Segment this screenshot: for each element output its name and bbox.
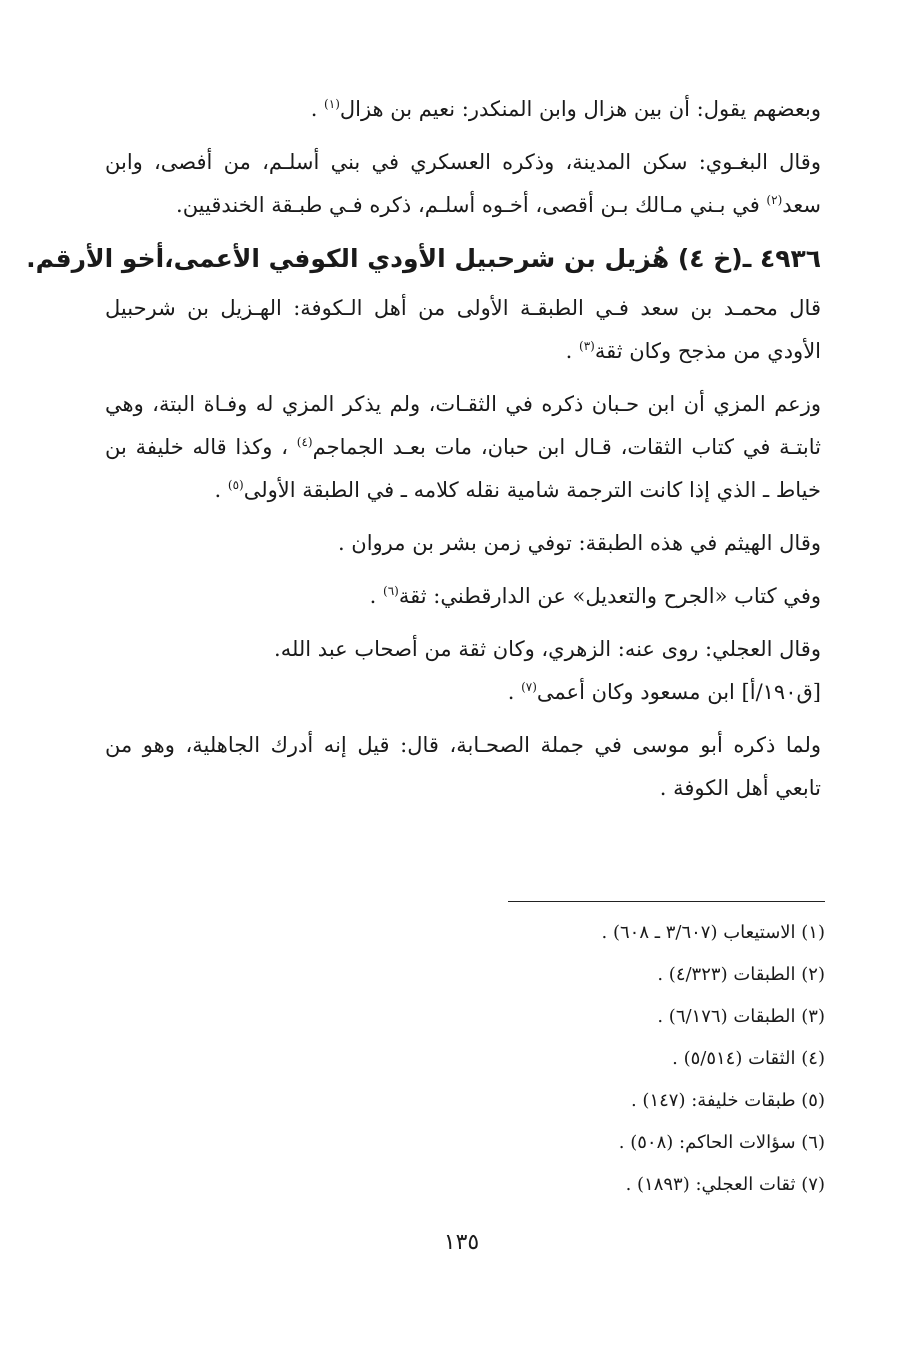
footnote-divider: [508, 901, 825, 902]
paragraph: وقال العجلي: روى عنه: الزهري، وكان ثقة من أصحاب عبد الله.: [274, 637, 821, 661]
paragraph: وزعم المزي أن ابن حـبان ذكره في الثقـات، ولم يذكر المزي له وفـاة البتة، وهي ثابتـة في كتاب الثقات، قـال ابن حبان، مات بعـد الجماجم$^{(٤)}$ ، وكذا قاله خليفة بن خياط ـ الذي إذا كانت الترجمة شامية نقله كلامه ـ في الطبقة الأولى$^{(٥)}$ .: [105, 392, 821, 502]
footnote-marker[interactable]: (٢): [766, 193, 783, 207]
footnote-6: (٦) سؤالات الحاكم: (٥٠٨) .: [618, 1132, 825, 1153]
footnote-marker[interactable]: (٧): [521, 680, 537, 694]
paragraph: وقال الهيثم في هذه الطبقة: توفي زمن بشر بن مروان .: [337, 531, 821, 555]
page-number: ١٣٥: [443, 1230, 480, 1255]
paragraph: وفي كتاب «الجرح والتعديل» عن الدارقطني: ثقة$^{(٦)}$ .: [369, 584, 821, 608]
paragraph: قال محمـد بن سعد فـي الطبقـة الأولى من أهل الـكوفة: الهـزيل بن شرحبيل الأودي من مذجح وكان ثقة$^{(٣)}$ .: [105, 296, 821, 363]
footnote-4: (٤) الثقات (٥/٥١٤) .: [672, 1048, 825, 1069]
paragraph: ولما ذكره أبو موسى في جملة الصحـابة، قال: قيل إنه أدرك الجاهلية، وهو من تابعي أهل الكوفة .: [105, 733, 821, 800]
paragraph: وبعضهم يقول: أن بين هزال وابن المنكدر: نعيم بن هزال$^{(١)}$ .: [310, 97, 821, 121]
footnote-5: (٥) طبقات خليفة: (١٤٧) .: [630, 1090, 825, 1111]
footnote-1: (١) الاستيعاب (٣/٦٠٧ ـ ٦٠٨) .: [601, 922, 825, 943]
footnote-marker[interactable]: (٤): [296, 435, 313, 449]
footnote-marker[interactable]: (٦): [383, 584, 399, 598]
paragraph: [ق١٩٠/أ] ابن مسعود وكان أعمى$^{(٧)}$ .: [507, 680, 821, 704]
paragraph: وقال البغـوي: سكن المدينة، وذكره العسكري في بني أسلـم، من أفصى، وابن سعد$^{(٢)}$ في بـني مـالك بـن أقصى، أخـوه أسلـم، ذكره فـي طبـقة الخندقيين.: [105, 150, 821, 217]
footnote-marker[interactable]: (٣): [579, 339, 595, 353]
entry-heading: ٤٩٣٦ ـ(خ ٤) هُزيل بن شرحبيل الأودي الكوفي الأعمى،أخو الأرقم.: [26, 244, 821, 273]
footnotes: [320, 912, 825, 1206]
footnote-marker[interactable]: (٥): [227, 478, 244, 492]
footnote-7: (٧) ثقات العجلي: (١٨٩٣) .: [625, 1174, 825, 1195]
footnote-marker[interactable]: (١): [324, 97, 340, 111]
footnote-2: (٢) الطبقات (٤/٣٢٣) .: [657, 964, 825, 985]
footnote-3: (٣) الطبقات (٦/١٧٦) .: [657, 1006, 825, 1027]
